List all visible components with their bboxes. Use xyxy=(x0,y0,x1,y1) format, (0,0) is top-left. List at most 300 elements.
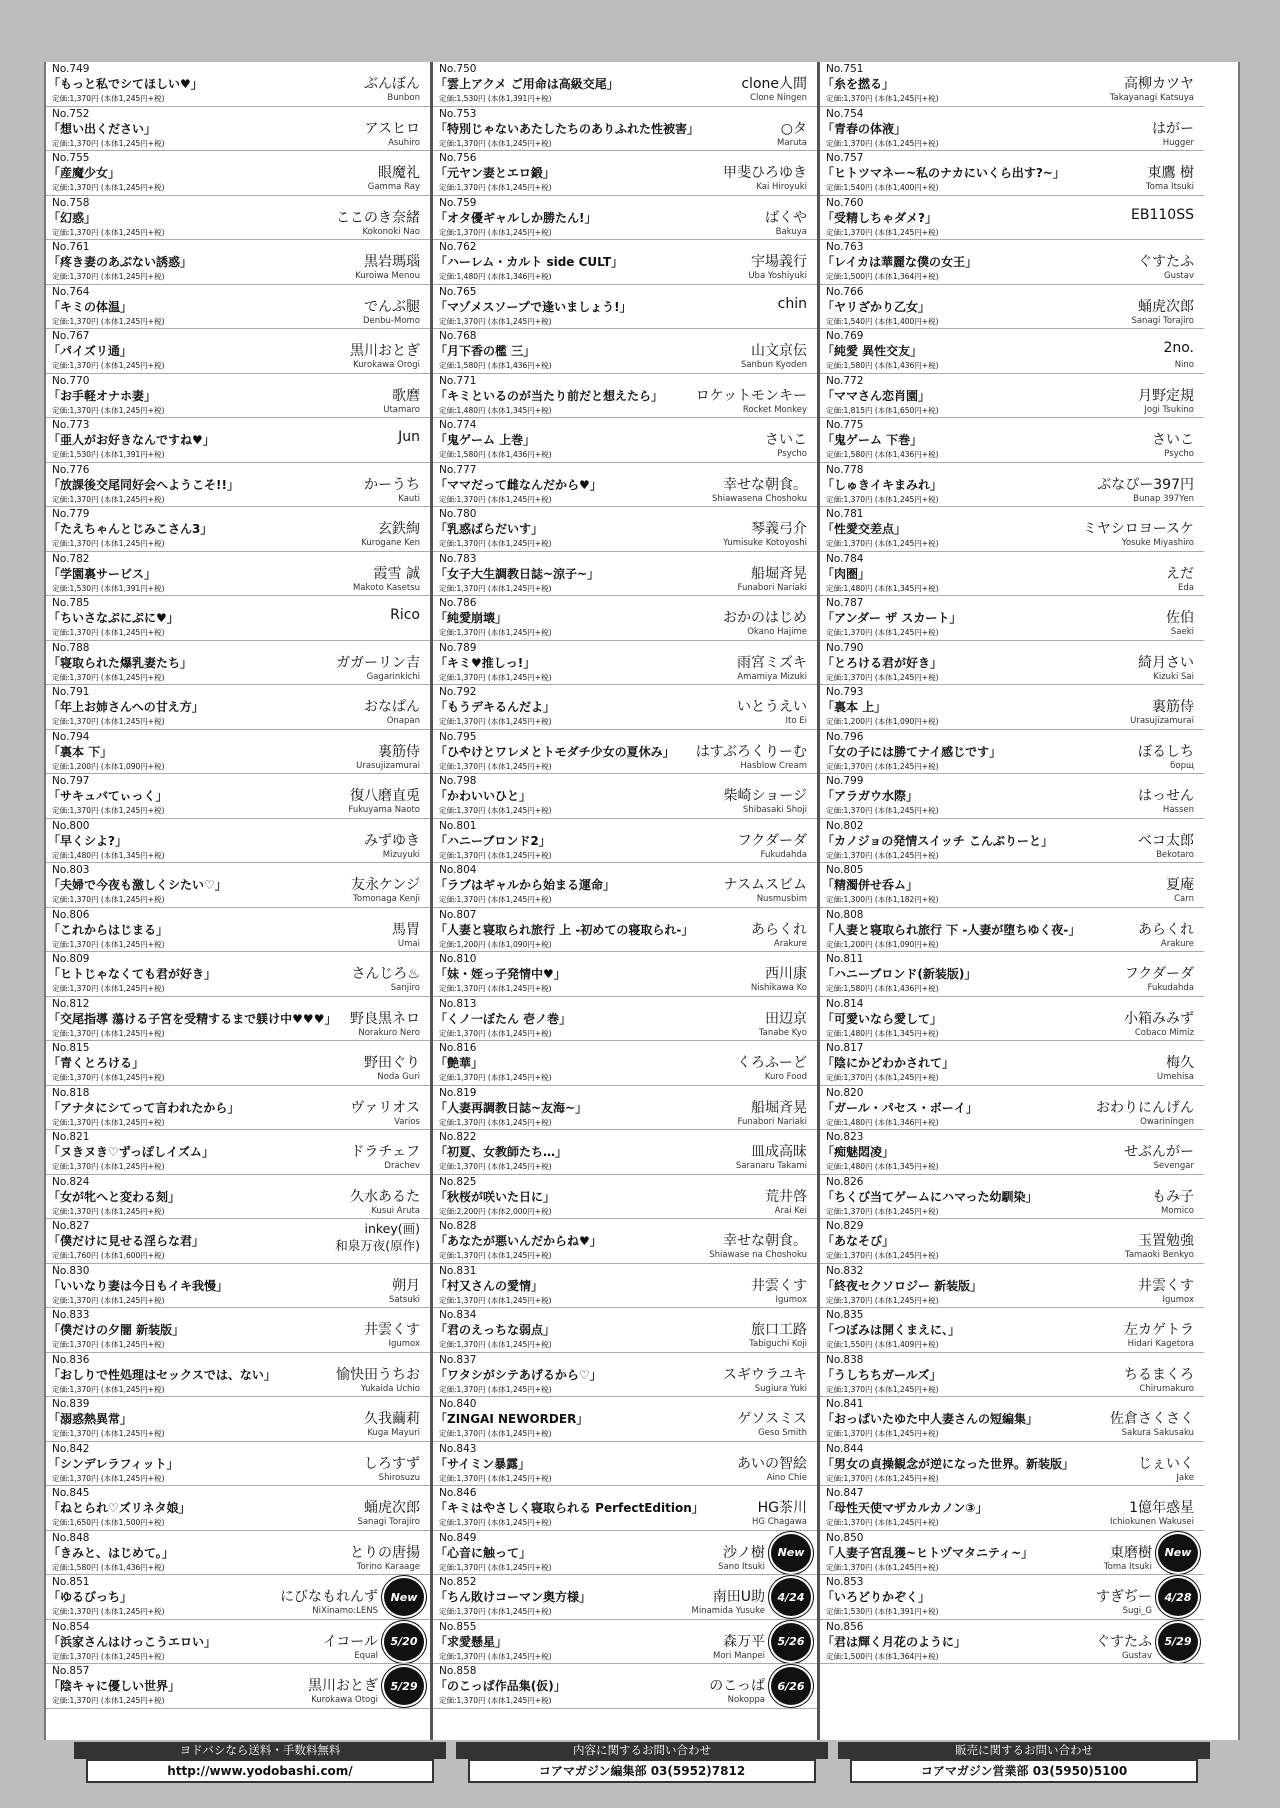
entry-author-romaji: Drachev xyxy=(384,1161,420,1171)
catalog-entry xyxy=(433,418,817,463)
entry-price: 定価:1,370円 (本体1,245円+税) xyxy=(52,1206,165,1216)
entry-author: アスヒロ xyxy=(364,120,420,137)
footer-yodobashi-url[interactable]: http://www.yodobashi.com/ xyxy=(86,1759,434,1783)
entry-author-romaji: Psycho xyxy=(777,449,807,459)
catalog-entry xyxy=(820,1486,1204,1531)
entry-author: HG茶川 xyxy=(757,1500,807,1516)
catalog-entry xyxy=(433,1664,817,1709)
entry-author-romaji: Minamida Yusuke xyxy=(691,1606,765,1616)
entry-price: 定価:1,580円 (本体1,436円+税) xyxy=(439,450,552,459)
entry-title: 「ママさん恋肖園」 xyxy=(822,388,931,403)
catalog-entry xyxy=(820,463,1204,508)
entry-number: No.760 xyxy=(826,196,864,209)
catalog-entry xyxy=(820,863,1204,908)
catalog-entry xyxy=(46,1620,430,1665)
entry-title: 「純愛 異性交友」 xyxy=(822,344,923,358)
catalog-entry xyxy=(820,1175,1204,1220)
entry-author-romaji: Toma Itsuki xyxy=(1103,1561,1152,1572)
entry-number: No.837 xyxy=(439,1353,477,1366)
entry-title: 「痴魅悶凌」 xyxy=(822,1145,895,1159)
catalog-entry xyxy=(820,1308,1204,1353)
entry-title: 「ハニーブロンド2」 xyxy=(435,833,551,848)
catalog-entry xyxy=(46,240,430,285)
entry-author: 南田U助 xyxy=(712,1589,765,1605)
catalog-entry xyxy=(46,908,430,953)
entry-author-romaji: Norakuro Nero xyxy=(358,1027,420,1038)
catalog-entry xyxy=(433,196,817,241)
entry-author: 井雲くす xyxy=(364,1322,420,1338)
entry-author-romaji: Asuhiro xyxy=(388,137,420,148)
entry-title: 「母性天使マザカルカノン③」 xyxy=(822,1501,988,1515)
catalog-entry xyxy=(433,685,817,730)
entry-author: 幸せな朝食。 xyxy=(723,476,807,493)
footer-yodobashi-head: ヨドバシなら送料・手数料無料 xyxy=(74,1742,446,1759)
entry-price: 定価:1,370円 (本体1,245円+税) xyxy=(439,1562,552,1572)
entry-author: EB110SS xyxy=(1131,206,1194,223)
footer-editorial-contact xyxy=(456,1742,828,1786)
entry-author: えだ xyxy=(1166,565,1194,582)
entry-author: ドラチェフ xyxy=(350,1144,420,1160)
entry-author-romaji: Fukuyama Naoto xyxy=(348,805,420,815)
catalog-entry xyxy=(820,374,1204,419)
entry-price: 定価:1,540円 (本体1,400円+税) xyxy=(826,183,939,192)
entry-title: 「ちくび当てゲームにハマった幼馴染」 xyxy=(822,1189,1038,1204)
entry-author: のこっぱ xyxy=(709,1678,765,1694)
entry-author: 玄鉄絢 xyxy=(378,521,420,537)
entry-number: No.832 xyxy=(826,1264,864,1277)
entry-author-romaji: Tomonaga Kenji xyxy=(353,894,420,904)
entry-title: 「特別じゃないあたしたちのありふれた性被害」 xyxy=(435,121,700,136)
catalog-entry xyxy=(820,1442,1204,1487)
entry-price: 定価:1,370円 (本体1,245円+税) xyxy=(439,984,552,993)
entry-number: No.834 xyxy=(439,1309,477,1321)
entry-number: No.829 xyxy=(826,1220,864,1232)
catalog-entry xyxy=(46,1531,430,1576)
catalog-entry xyxy=(433,151,817,196)
catalog-entry xyxy=(820,196,1204,241)
entry-author: スギウラユキ xyxy=(723,1366,807,1383)
entry-author-romaji: борщ xyxy=(1170,760,1194,771)
entry-title: 「交尾指導 蕩ける子宮を受精するまで躾け中♥♥♥」 xyxy=(48,1011,337,1026)
catalog-entry xyxy=(820,107,1204,152)
entry-price: 定価:1,370円 (本体1,245円+税) xyxy=(826,138,939,148)
entry-title: 「レイカは華麗な僕の女王」 xyxy=(822,255,978,269)
entry-author-romaji: Eda xyxy=(1178,582,1194,593)
entry-title: 「いいなり妻は今日もイキ我慢」 xyxy=(48,1278,229,1293)
entry-title: 「裏本 上」 xyxy=(822,700,887,714)
entry-author-romaji: Noda Guri xyxy=(377,1072,420,1082)
entry-author-romaji: Shiawasena Choshoku xyxy=(711,493,807,504)
entry-title: 「疼き妻のあぶない誘惑」 xyxy=(48,255,193,269)
entry-price: 定価:1,370円 (本体1,245円+税) xyxy=(52,1384,165,1394)
entry-price: 定価:1,480円 (本体1,346円+税) xyxy=(439,272,552,281)
entry-title: 「いろどりかぞく」 xyxy=(822,1590,931,1604)
entry-price: 定価:1,370円 (本体1,245円+税) xyxy=(826,227,939,237)
release-date-badge: 5/29 xyxy=(1158,1623,1198,1661)
entry-author-romaji: Tabiguchi Koji xyxy=(749,1339,807,1349)
entry-number: No.858 xyxy=(439,1665,477,1677)
entry-author: 沙ノ樹 xyxy=(723,1544,765,1561)
entry-price: 定価:1,370円 (本体1,245円+税) xyxy=(826,1073,939,1082)
entry-author: 琴義弓介 xyxy=(751,521,807,537)
entry-price: 定価:1,370円 (本体1,245円+税) xyxy=(52,717,165,726)
entry-author-romaji: Kuroiwa Menou xyxy=(355,271,420,281)
entry-title: 「艶華」 xyxy=(435,1056,484,1070)
entry-price: 定価:1,650円 (本体1,500円+税) xyxy=(52,1518,165,1527)
entry-author-romaji: Yukaida Uchio xyxy=(360,1383,420,1394)
entry-number: No.825 xyxy=(439,1175,477,1188)
catalog-entry xyxy=(820,240,1204,285)
entry-author: せぶんがー xyxy=(1124,1144,1194,1160)
catalog-entry xyxy=(433,107,817,152)
entry-price: 定価:1,370円 (本体1,245円+税) xyxy=(439,316,552,326)
entry-price: 定価:1,370円 (本体1,245円+税) xyxy=(826,1518,939,1527)
entry-author: ゲソスミス xyxy=(737,1411,807,1427)
catalog-sheet xyxy=(44,62,1240,1740)
entry-author-romaji: Mizuyuki xyxy=(382,849,420,860)
entry-number: No.817 xyxy=(826,1042,864,1054)
entry-title: 「オタ優ギャルしか勝たん!」 xyxy=(435,210,597,225)
release-date-badge: 6/26 xyxy=(771,1667,811,1705)
catalog-entry xyxy=(46,552,430,597)
entry-author-romaji: Urasujizamurai xyxy=(356,760,420,771)
entry-number: No.787 xyxy=(826,597,864,609)
entry-title: 「かわいいひと」 xyxy=(435,789,532,803)
entry-price: 定価:1,370円 (本体1,245円+税) xyxy=(52,1429,165,1438)
entry-author-romaji: Sevengar xyxy=(1153,1161,1194,1171)
entry-title: 「ちいさなぷにぷに♥」 xyxy=(48,611,179,625)
entry-author-romaji: Denbu-Momo xyxy=(362,315,420,326)
footer-sales-contact xyxy=(838,1742,1210,1786)
entry-price: 定価:1,370円 (本体1,245円+税) xyxy=(826,850,939,860)
entry-title: 「糸を撚る」 xyxy=(822,77,895,91)
catalog-entry xyxy=(820,1531,1204,1576)
entry-price: 定価:1,370円 (本体1,245円+税) xyxy=(52,1028,165,1038)
entry-title: 「僕だけに見せる淫らな君」 xyxy=(48,1234,205,1248)
entry-number: No.841 xyxy=(826,1398,864,1410)
entry-title: 「お手軽オナホ妻」 xyxy=(48,388,157,403)
catalog-entry xyxy=(433,374,817,419)
entry-author: 左カゲトラ xyxy=(1124,1322,1194,1338)
entry-author: ぶんぼん xyxy=(364,76,420,92)
entry-author-romaji: Yosuke Miyashiro xyxy=(1121,538,1194,548)
entry-title: 「鬼ゲーム 上巻」 xyxy=(435,433,536,447)
entry-price: 定価:1,580円 (本体1,436円+税) xyxy=(826,450,939,459)
entry-author: フクダーダ xyxy=(1124,966,1194,982)
catalog-entry xyxy=(820,1397,1204,1442)
entry-number: No.780 xyxy=(439,508,477,520)
entry-number: No.762 xyxy=(439,241,477,253)
entry-price: 定価:1,370円 (本体1,245円+税) xyxy=(439,1607,552,1616)
entry-price: 定価:1,370円 (本体1,245円+税) xyxy=(439,1117,552,1127)
entry-author-romaji: Torino Karaage xyxy=(356,1561,420,1572)
entry-author: 野田ぐり xyxy=(364,1055,420,1071)
entry-title: 「月下香の檻 三」 xyxy=(435,344,536,358)
entry-title: 「もっと私でシてほしい♥」 xyxy=(48,77,203,91)
entry-author-romaji: Jake xyxy=(1176,1472,1194,1483)
new-badge: New xyxy=(1158,1534,1198,1572)
entry-number: No.802 xyxy=(826,819,864,832)
catalog-entry xyxy=(433,1308,817,1353)
entry-price: 定価:1,370円 (本体1,245円+税) xyxy=(826,539,939,548)
entry-price: 定価:1,370円 (本体1,245円+税) xyxy=(52,672,165,682)
catalog-entry xyxy=(433,730,817,775)
entry-author: もみ子 xyxy=(1152,1188,1194,1205)
entry-price: 定価:1,370円 (本体1,245円+税) xyxy=(439,672,552,682)
entry-number: No.821 xyxy=(52,1131,90,1143)
entry-title: 「もうデキるんだよ」 xyxy=(435,700,556,714)
entry-number: No.800 xyxy=(52,819,90,832)
entry-title: 「これからはじまる」 xyxy=(48,922,169,937)
catalog-entry xyxy=(820,1620,1204,1665)
entry-author: Rico xyxy=(390,607,420,623)
entry-number: No.759 xyxy=(439,196,477,209)
entry-number: No.756 xyxy=(439,152,477,164)
new-badge: New xyxy=(384,1578,424,1616)
entry-title: 「村又さんの愛情」 xyxy=(435,1278,544,1293)
catalog-entry xyxy=(433,285,817,330)
entry-title: 「求愛懸星」 xyxy=(435,1634,508,1649)
catalog-entry xyxy=(433,1575,817,1620)
entry-author: ぐすたふ xyxy=(1096,1633,1152,1650)
entry-price: 定価:1,370円 (本体1,245円+税) xyxy=(439,895,552,904)
entry-author: 馬胃 xyxy=(392,921,420,938)
entry-author: 井雲くす xyxy=(751,1277,807,1294)
entry-price: 定価:1,760円 (本体1,600円+税) xyxy=(52,1251,165,1260)
entry-price: 定価:1,480円 (本体1,345円+税) xyxy=(52,850,165,860)
entry-author-romaji: Kizuki Sai xyxy=(1153,671,1194,682)
entry-title: 「ガール・パセス・ボーイ」 xyxy=(822,1100,978,1115)
entry-price: 定価:1,370円 (本体1,245円+税) xyxy=(52,1651,165,1661)
entry-author: にびなもれんず xyxy=(280,1589,378,1605)
catalog-entry xyxy=(46,418,430,463)
entry-title: 「ねとられ♡ズリネタ娘」 xyxy=(48,1501,191,1515)
entry-title: 「心音に触って」 xyxy=(435,1545,532,1560)
entry-number: No.764 xyxy=(52,285,90,298)
entry-number: No.781 xyxy=(826,508,864,520)
entry-price: 定価:1,540円 (本体1,400円+税) xyxy=(826,316,939,326)
entry-author-romaji: Kurokawa Orogi xyxy=(353,360,420,370)
catalog-column-1 xyxy=(46,62,430,1740)
entry-number: No.831 xyxy=(439,1264,477,1277)
entry-title: 「キミ♥推しっ!」 xyxy=(435,655,536,670)
entry-author: 黒岩瑪瑙 xyxy=(364,254,420,270)
release-date-badge: 5/26 xyxy=(771,1623,811,1661)
entry-author: 小箱みみず xyxy=(1124,1010,1194,1027)
entry-author: ベコ太郎 xyxy=(1138,832,1194,849)
entry-title: 「産魔少女」 xyxy=(48,166,121,180)
entry-author-romaji: Makoto Kasetsu xyxy=(352,582,420,593)
entry-price: 定価:1,580円 (本体1,436円+税) xyxy=(826,361,939,370)
entry-price: 定価:1,370円 (本体1,245円+税) xyxy=(52,1340,165,1349)
entry-title: 「あなそび」 xyxy=(822,1234,895,1248)
entry-author: 東鷹 樹 xyxy=(1147,165,1194,181)
entry-author-romaji: Kuro Food xyxy=(764,1072,807,1082)
catalog-entry xyxy=(46,1442,430,1487)
entry-number: No.771 xyxy=(439,374,477,387)
entry-author-romaji: Chirumakuro xyxy=(1139,1383,1194,1394)
entry-author-romaji: Kokonoki Nao xyxy=(362,226,420,237)
entry-title: 「元ヤン妻とエロ鍛」 xyxy=(435,166,555,180)
catalog-entry xyxy=(46,730,430,775)
entry-title: 「僕だけの夕闇 新装版」 xyxy=(48,1323,185,1337)
entry-author-romaji: Sanagi Torajiro xyxy=(1131,315,1194,326)
entry-author-romaji: Owariningen xyxy=(1140,1116,1194,1127)
entry-author-romaji: Toma Itsuki xyxy=(1145,182,1194,192)
entry-number: No.794 xyxy=(52,730,90,743)
catalog-entry xyxy=(820,1130,1204,1175)
entry-author: でんぶ腿 xyxy=(364,298,420,315)
catalog-entry xyxy=(433,819,817,864)
entry-author: 黒川おとぎ xyxy=(308,1678,378,1694)
entry-title: 「想い出ください」 xyxy=(48,121,157,136)
entry-price: 定価:1,580円 (本体1,436円+税) xyxy=(826,984,939,993)
entry-number: No.849 xyxy=(439,1531,477,1544)
entry-author-romaji: Igumox xyxy=(1162,1294,1194,1305)
catalog-entry xyxy=(820,151,1204,196)
entry-author: ○タ xyxy=(780,120,807,137)
entry-price: 定価:1,370円 (本体1,245円+税) xyxy=(826,628,939,637)
entry-author: 船堀斉晃 xyxy=(751,565,807,582)
entry-title: 「肉圏」 xyxy=(822,566,871,581)
catalog-entry xyxy=(820,418,1204,463)
entry-author: ヴァリオス xyxy=(350,1099,420,1116)
entry-author-romaji: Gustav xyxy=(1164,271,1194,281)
entry-price: 定価:1,370円 (本体1,245円+税) xyxy=(52,1473,165,1483)
entry-author: いとうえい xyxy=(737,699,807,715)
entry-number: No.843 xyxy=(439,1442,477,1455)
entry-title: 「人妻と寝取られ旅行 上 -初めての寝取られ-」 xyxy=(435,922,694,937)
entry-author: 友永ケンジ xyxy=(351,877,420,893)
entry-price: 定価:1,370円 (本体1,245円+税) xyxy=(439,183,552,192)
catalog-entry xyxy=(46,374,430,419)
entry-author-romaji: Shibasaki Shoji xyxy=(742,805,807,815)
entry-number: No.793 xyxy=(826,686,864,698)
entry-title: 「おしりで性処理はセックスでは、ない」 xyxy=(48,1367,276,1382)
catalog-entry xyxy=(46,641,430,686)
entry-author: あらくれ xyxy=(751,921,807,938)
entry-title: 「純愛崩壊」 xyxy=(435,611,508,625)
entry-author: 霞雪 誠 xyxy=(373,565,420,582)
entry-title: 「君は輝く月花のように」 xyxy=(822,1634,967,1649)
entry-number: No.828 xyxy=(439,1220,477,1232)
entry-title: 「初夏、女教師たち…」 xyxy=(435,1145,568,1159)
entry-author: ミヤシロヨースケ xyxy=(1082,521,1194,537)
entry-author-romaji: Psycho xyxy=(1164,449,1194,459)
entry-author-romaji: Shiawase na Choshoku xyxy=(709,1250,807,1260)
entry-author: ばくや xyxy=(765,209,807,226)
entry-author-romaji: Saranaru Takami xyxy=(735,1161,807,1171)
entry-author: すぎぢー xyxy=(1096,1589,1152,1605)
entry-author-romaji: Sugiura Yuki xyxy=(754,1383,807,1394)
entry-price: 定価:1,370円 (本体1,245円+税) xyxy=(439,138,552,148)
entry-title: 「ヒトじゃなくても君が好き」 xyxy=(48,967,217,981)
entry-title: 「カノジョの発情スイッチ こんぶりーと」 xyxy=(822,833,1053,848)
catalog-entry xyxy=(433,329,817,374)
entry-title: 「サイミン暴露」 xyxy=(435,1456,531,1471)
entry-author: 森万平 xyxy=(723,1633,765,1650)
entry-price: 定価:1,370円 (本体1,245円+税) xyxy=(52,1607,165,1616)
catalog-entry xyxy=(46,285,430,330)
catalog-entry xyxy=(820,1086,1204,1131)
entry-price: 定価:1,370円 (本体1,245円+税) xyxy=(826,1206,939,1216)
catalog-entry xyxy=(433,1486,817,1531)
entry-number: No.857 xyxy=(52,1665,90,1677)
entry-author: はっせん xyxy=(1138,788,1194,804)
entry-title: 「女子大生調教日誌~涼子~」 xyxy=(435,566,600,581)
catalog-entry xyxy=(46,819,430,864)
entry-title: 「あなたが悪いんだからね♥」 xyxy=(435,1234,602,1248)
catalog-entry xyxy=(433,552,817,597)
entry-author-romaji: Igumox xyxy=(388,1339,420,1349)
entry-price: 定価:1,370円 (本体1,245円+税) xyxy=(52,1162,165,1171)
entry-author-romaji: Cobaco Mimiz xyxy=(1134,1027,1194,1038)
entry-author: ぼるしち xyxy=(1138,743,1194,760)
entry-author: イコール xyxy=(322,1633,378,1650)
entry-number: No.782 xyxy=(52,552,90,565)
entry-title: 「シンデレラフィット」 xyxy=(48,1456,179,1471)
entry-author-romaji: Okano Hajime xyxy=(747,627,807,637)
footer-sales-head: 販売に関するお問い合わせ xyxy=(838,1742,1210,1759)
entry-author-romaji: Bekotaro xyxy=(1156,849,1194,860)
entry-number: No.814 xyxy=(826,997,864,1010)
entry-number: No.833 xyxy=(52,1309,90,1321)
entry-price: 定価:1,580円 (本体1,436円+税) xyxy=(439,361,552,370)
entry-author-romaji: Utamaro xyxy=(383,404,420,415)
entry-author-romaji: Onapan xyxy=(386,716,420,726)
catalog-entry xyxy=(46,62,430,107)
entry-author-romaji: Tamaoki Benkyo xyxy=(1125,1250,1194,1260)
entry-price: 定価:1,815円 (本体1,650円+税) xyxy=(826,405,939,415)
entry-number: No.808 xyxy=(826,908,864,921)
entry-price: 定価:1,370円 (本体1,245円+税) xyxy=(439,1340,552,1349)
catalog-entry xyxy=(820,819,1204,864)
entry-price: 定価:1,370円 (本体1,245円+税) xyxy=(52,1073,165,1082)
entry-number: No.848 xyxy=(52,1531,90,1544)
entry-price: 定価:1,370円 (本体1,245円+税) xyxy=(439,1429,552,1438)
footer-editorial-phone: コアマガジン編集部 03(5952)7812 xyxy=(468,1759,816,1783)
entry-author-romaji: Maruta xyxy=(777,137,807,148)
entry-author-romaji: Umai xyxy=(397,938,420,949)
entry-author: はがー xyxy=(1152,120,1194,137)
entry-author: 雨宮ミズキ xyxy=(737,654,807,671)
entry-number: No.810 xyxy=(439,953,477,965)
entry-author: さんじろ♨ xyxy=(351,966,420,982)
entry-author: 歌麿 xyxy=(392,387,420,404)
catalog-entry xyxy=(433,1086,817,1131)
entry-number: No.763 xyxy=(826,241,864,253)
entry-number: No.768 xyxy=(439,330,477,342)
entry-author-romaji: Sanagi Torajiro xyxy=(357,1517,420,1527)
entry-price: 定価:1,370円 (本体1,245円+税) xyxy=(826,1473,939,1483)
entry-title: 「人妻再調教日誌~友海~」 xyxy=(435,1100,588,1115)
entry-author: 幸せな朝食。 xyxy=(723,1233,807,1249)
entry-number: No.752 xyxy=(52,107,90,120)
entry-author-romaji: Clone Ningen xyxy=(750,93,807,103)
entry-author: ぐすたふ xyxy=(1138,254,1194,270)
entry-price: 定価:1,370円 (本体1,245円+税) xyxy=(439,1295,552,1305)
entry-price: 定価:1,370円 (本体1,245円+税) xyxy=(826,1429,939,1438)
entry-title: 「キミはやさしく寝取られる PerfectEdition」 xyxy=(435,1501,704,1515)
entry-title: 「しゅきイキまみれ」 xyxy=(822,477,943,492)
entry-author-romaji: Hassen xyxy=(1162,805,1194,815)
entry-price: 定価:1,200円 (本体1,090円+税) xyxy=(826,717,939,726)
entry-number: No.853 xyxy=(826,1576,864,1588)
entry-number: No.792 xyxy=(439,686,477,698)
entry-author-romaji: Arakure xyxy=(773,938,807,949)
entry-price: 定価:1,370円 (本体1,245円+税) xyxy=(52,984,165,993)
entry-author: 黒川おとぎ xyxy=(350,343,420,359)
